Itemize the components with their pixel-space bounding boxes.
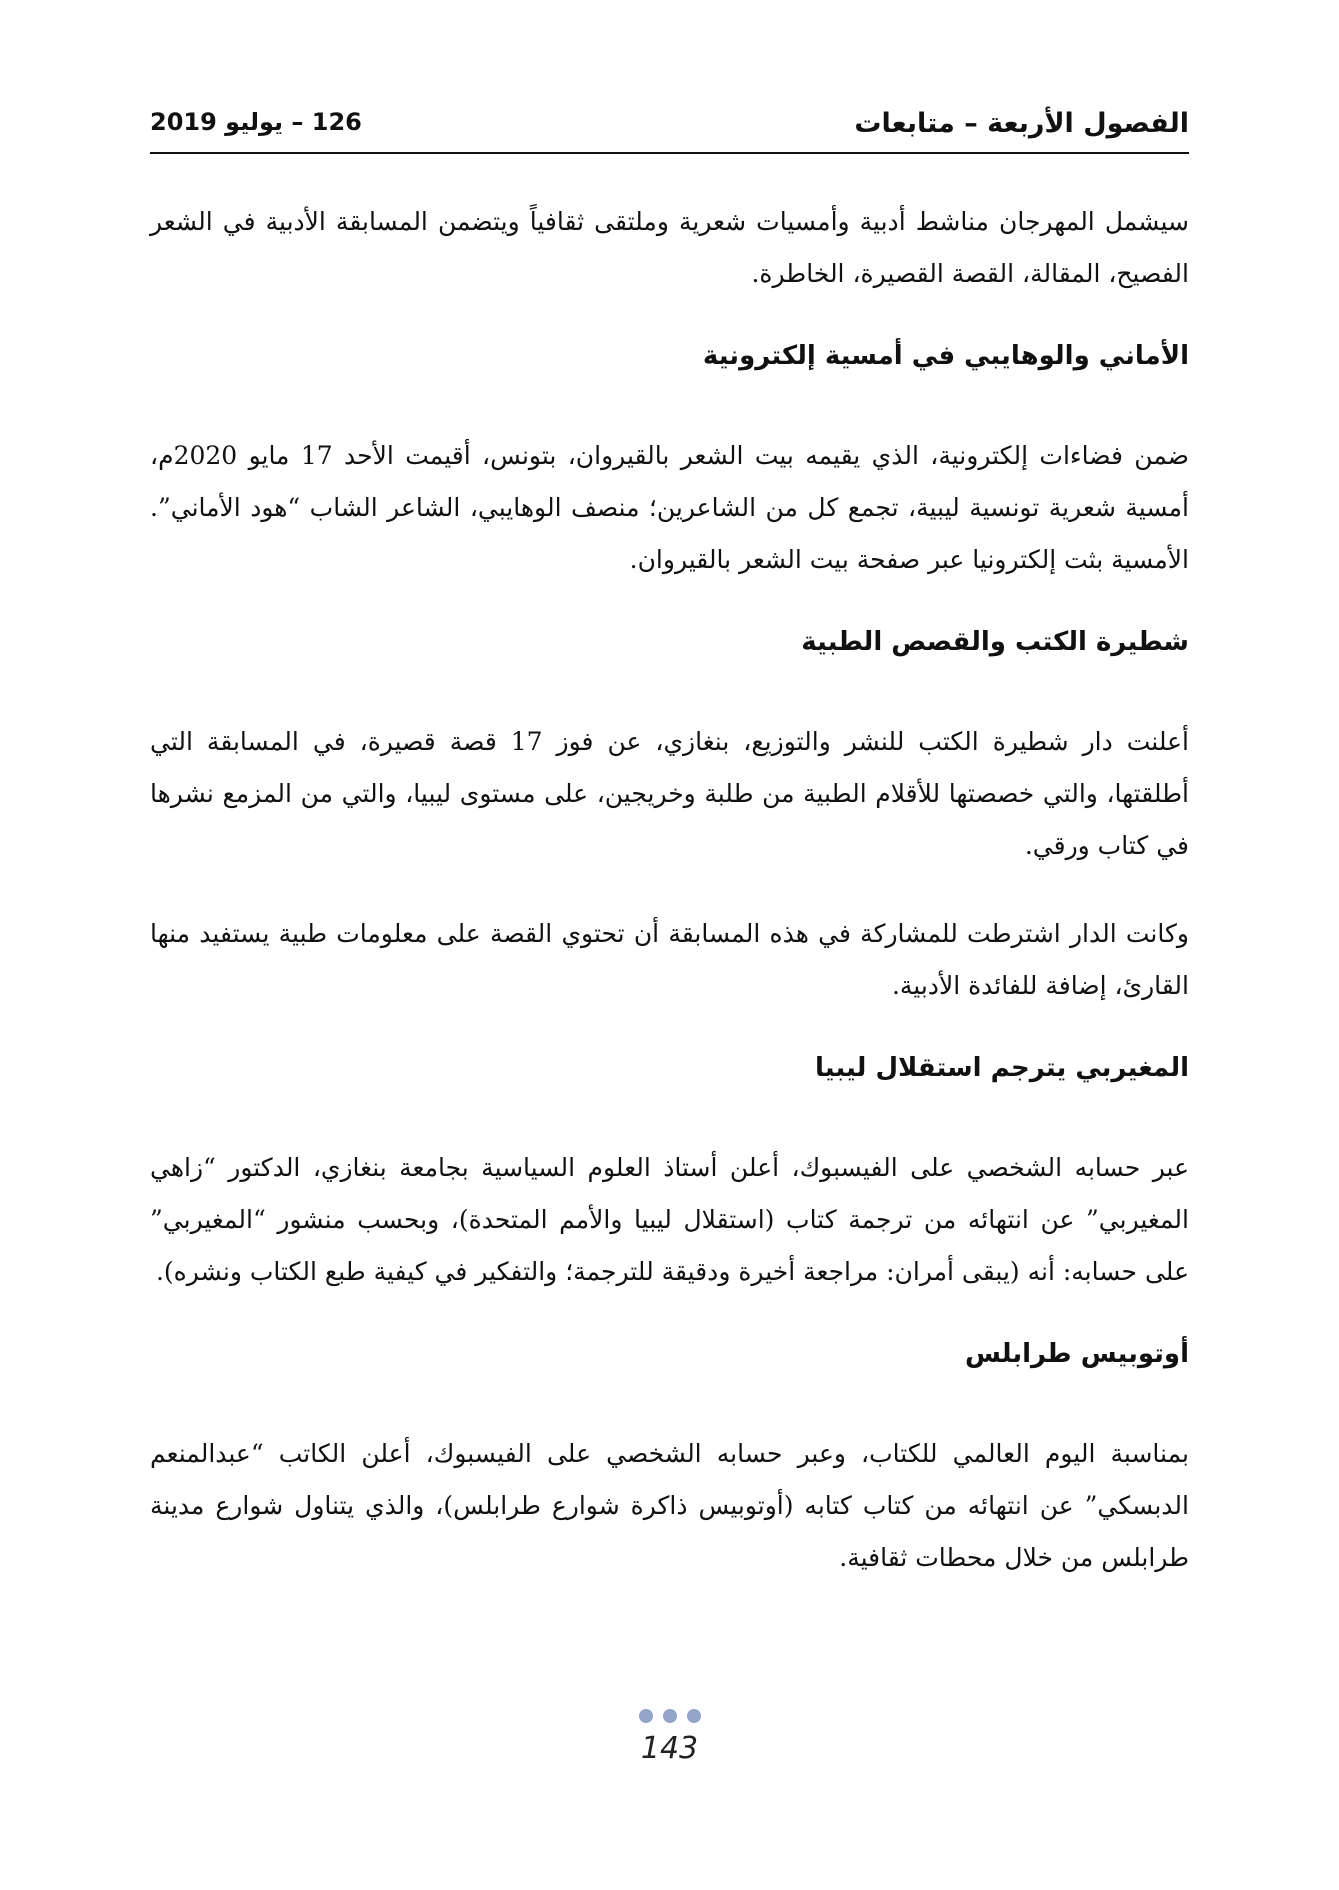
section-paragraph: عبر حسابه الشخصي على الفيسبوك، أعلن أستاذ العلوم السياسية بجامعة بنغازي، الدكتور “زاهي المغيربي” عن انتهائه من ترجمة كتاب (استقلال ليبيا والأمم المتحدة)، وبحسب منشور “المغيربي” على حسابه: أنه (يبقى أمران: مراجعة أخيرة ودقيقة للترجمة؛ والتفكير في كيفية طبع الكتاب ونشره). bbox=[150, 1153, 1189, 1286]
dot-icon bbox=[639, 1709, 653, 1723]
section-paragraph: ضمن فضاءات إلكترونية، الذي يقيمه بيت الشعر بالقيروان، بتونس، أقيمت الأحد 17 مايو 2020م، أمسية شعرية تونسية ليبية، تجمع كل من الشاعرين؛ منصف الوهايبي، الشاعر الشاب “هود الأماني”. الأمسية بثت إلكترونيا عبر صفحة بيت الشعر بالقيروان. bbox=[150, 441, 1189, 574]
header-title: الفصول الأربعة – متابعات bbox=[854, 108, 1189, 139]
running-header bbox=[150, 100, 1189, 154]
footer-dots bbox=[639, 1709, 701, 1723]
section-paragraph: أعلنت دار شطيرة الكتب للنشر والتوزيع، بنغازي، عن فوز 17 قصة قصيرة، في المسابقة التي أطلقتها، والتي خصصتها للأقلام الطبية من طلبة وخريجين، على مستوى ليبيا، والتي من المزمع نشرها في كتاب ورقي. bbox=[150, 727, 1189, 860]
section-heading: الأماني والوهايبي في أمسية إلكترونية bbox=[702, 341, 1189, 371]
header-issue: 126 – يوليو 2019 bbox=[150, 108, 362, 136]
section-heading: المغيربي يترجم استقلال ليبيا bbox=[815, 1053, 1189, 1083]
page-number: 143 bbox=[640, 1731, 699, 1766]
section-heading: شطيرة الكتب والقصص الطبية bbox=[801, 627, 1189, 657]
section-paragraph: وكانت الدار اشترطت للمشاركة في هذه المسابقة أن تحتوي القصة على معلومات طبية يستفيد منها القارئ، إضافة للفائدة الأدبية. bbox=[150, 919, 1189, 1000]
intro-paragraph: سيشمل المهرجان مناشط أدبية وأمسيات شعرية وملتقى ثقافياً ويتضمن المسابقة الأدبية في الشعر الفصيح، المقالة، القصة القصيرة، الخاطرة. bbox=[150, 207, 1189, 288]
page-footer bbox=[0, 1708, 1339, 1766]
section-paragraph: بمناسبة اليوم العالمي للكتاب، وعبر حسابه الشخصي على الفيسبوك، أعلن الكاتب “عبدالمنعم الدبسكي” عن انتهائه من كتاب كتابه (أوتوبيس ذاكرة شوارع طرابلس)، والذي يتناول شوارع مدينة طرابلس من خلال محطات ثقافية. bbox=[150, 1439, 1189, 1572]
section-heading: أوتوبيس طرابلس bbox=[964, 1339, 1189, 1369]
dot-icon bbox=[663, 1709, 677, 1723]
article-body bbox=[150, 196, 1189, 1620]
dot-icon bbox=[687, 1709, 701, 1723]
